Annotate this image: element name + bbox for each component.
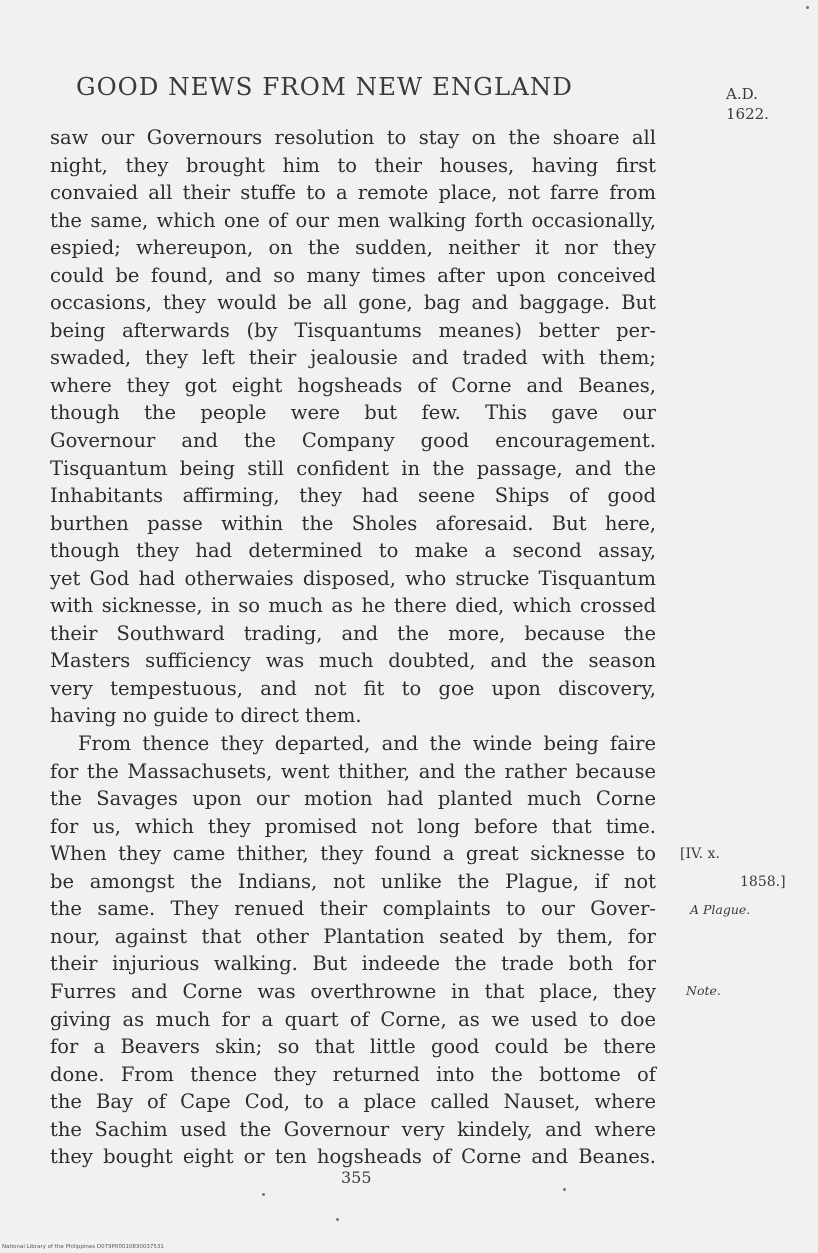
text-line: Governour and the Company good encouragement. [50,429,656,453]
paragraph-1 [50,124,656,730]
text-line: though the people were but few. This gave our [50,401,656,425]
text-line: the same, which one of our men walking forth occasionally, [50,208,656,232]
scan-speck [336,1218,339,1221]
text-line: the same. They renued their complaints to our Gover- [50,897,656,921]
year-sidenote [726,84,769,124]
text-line: their injurious walking. But indeede the trade both for [50,952,656,976]
text-line: swaded, they left their jealousie and traded with them; [50,346,656,370]
text-line: having no guide to direct them. [50,704,362,728]
text-line: occasions, they would be all gone, bag and baggage. But [50,291,656,315]
text-line: for us, which they promised not long before that time. [50,814,656,838]
year-sidenote-line2: 1622. [726,105,769,123]
text-line: night, they brought him to their houses, having first [50,153,656,177]
text-line: be amongst the Indians, not unlike the Plague, if not [50,869,656,893]
text-line: the Savages upon our motion had planted much Corne [50,787,656,811]
scan-speck [563,1188,566,1191]
text-line: done. From thence they returned into the bottome of [50,1062,656,1086]
text-line: From thence they departed, and the winde being faire [78,732,656,756]
running-title: GOOD NEWS FROM NEW ENGLAND [76,72,573,101]
text-line: their Southward trading, and the more, because the [50,621,656,645]
year-sidenote-line1: A.D. [726,85,758,103]
text-line: Furres and Corne was overthrowne in that place, they [50,979,656,1003]
note-sidenote: Note. [686,983,721,998]
text-line: being afterwards (by Tisquantums meanes) better per- [50,318,656,342]
text-line: convaied all their stuffe to a remote place, not farre from [50,181,656,205]
text-line: with sicknesse, in so much as he there died, which crossed [50,594,656,618]
scan-speck [262,1193,265,1196]
text-line: the Sachim used the Governour very kindely, and where [50,1117,656,1141]
text-line: espied; whereupon, on the sudden, neither it nor they [50,236,656,260]
text-line: yet God had otherwaies disposed, who strucke Tisquantum [50,566,656,590]
text-line: could be found, and so many times after upon conceived [50,263,656,287]
plague-sidenote: A Plague. [690,902,751,917]
text-line: giving as much for a quart of Corne, as we used to doe [50,1007,656,1031]
text-line: they bought eight or ten hogsheads of Corne and Beanes. [50,1145,656,1169]
paragraph-2 [50,730,656,1171]
text-line: for a Beavers skin; so that little good could be there [50,1035,656,1059]
text-line: When they came thither, they found a great sicknesse to [50,842,656,866]
reference-note-line1: [IV. x. [680,846,720,862]
text-line: saw our Governours resolution to stay on the shoare all [50,126,656,149]
reference-note-line2: 1858.] [740,874,786,890]
text-line: though they had determined to make a second assay, [50,539,656,563]
page-number: 355 [341,1168,372,1187]
text-line: very tempestuous, and not fit to goe upon discovery, [50,676,656,700]
text-line: for the Massachusets, went thither, and the rather because [50,759,656,783]
text-line: where they got eight hogsheads of Corne and Beanes, [50,373,656,397]
scan-speck [806,6,809,9]
text-line: the Bay of Cape Cod, to a place called Nauset, where [50,1090,656,1114]
text-line: burthen passe within the Sholes aforesaid. But here, [50,511,656,535]
text-line: Tisquantum being still confident in the passage, and the [50,456,656,480]
text-line: nour, against that other Plantation seated by them, for [50,924,656,948]
scan-credit: National Library of the Philippines D079P00010830037531 [2,1244,164,1250]
body-text [50,124,656,1171]
text-line: Masters sufficiency was much doubted, and the season [50,649,656,673]
text-line: Inhabitants affirming, they had seene Ships of good [50,484,656,508]
